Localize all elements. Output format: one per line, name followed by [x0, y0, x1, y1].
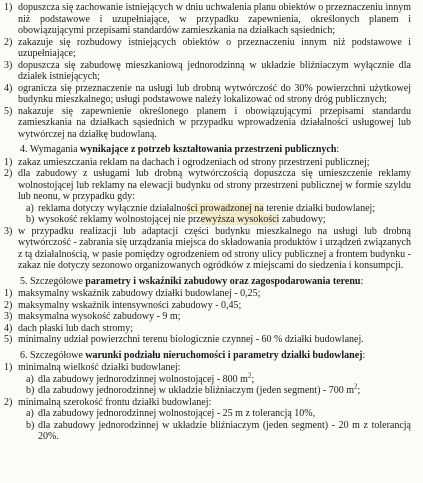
item-number: 4): [4, 82, 13, 94]
section-suffix: :: [336, 144, 340, 155]
sub-letter: b): [26, 385, 35, 396]
section-prefix: 4. Wymagania: [20, 144, 81, 155]
section-4-heading: [4, 144, 411, 156]
item-number: 3): [4, 59, 13, 71]
item-text: minimalną wielkość działki budowlanej:: [18, 362, 181, 373]
list-item: [4, 300, 411, 312]
list-item: [4, 362, 411, 374]
section-suffix: :: [362, 349, 366, 361]
item-text: zakazuje się rozbudowy istniejących obiektów o przeznaczeniu innym niż podstawowe i uzupełniające;: [18, 36, 411, 59]
highlight-mark: ewyższa wysokości: [200, 214, 280, 225]
sub-letter: b): [26, 214, 35, 225]
item-number: 4): [4, 322, 13, 334]
sub-text: dla zabudowy jednorodzinnej w układzie bliźniaczym (jeden segment) - 20 m z tolerancją 20%.: [38, 419, 411, 442]
list-item: [4, 157, 411, 169]
list-item: [4, 288, 411, 300]
item-text: minimalną szerokość frontu działki budowlanej:: [18, 396, 212, 408]
item-number: 2): [4, 299, 13, 311]
item-text: dach płaski lub dach stromy;: [18, 322, 133, 334]
section-6-heading: [4, 350, 411, 362]
item-text: w przypadku realizacji lub adaptacji części budynku mieszkalnego na usługi lub drobną wytwórczość - zabrania się urządzania miejsca do składowania produktów i urządzeń związanych z tą działalnością, w pasie pomiędzy ogrodzeniem od strony ulicy publicznej a frontem budynku - zakaz nie dotyczy sezonowo organizowanych ogródków z miejscami do siedzenia i konsumpcji.: [18, 225, 411, 271]
sub-text: reklama dotyczy wyłącznie działalności prowadzonej na terenie działki budowlanej;: [38, 202, 376, 214]
sub-text: dla zabudowy jednorodzinnej wolnostojącej - 25 m z tolerancją 10%,: [38, 408, 316, 419]
item-text: maksymalna wysokość zabudowy - 9 m;: [18, 311, 181, 322]
sub-item: [4, 382, 411, 397]
list-item: [4, 397, 411, 409]
item-number: 2): [4, 168, 13, 179]
item-number: 1): [4, 288, 13, 299]
section-prefix: 6. Szczegółowe: [20, 349, 86, 361]
list-item: [4, 168, 411, 203]
sub-item: [4, 371, 411, 386]
item-text: maksymalny wskaźnik zabudowy działki budowlanej - 0,25;: [18, 288, 261, 299]
list-item: [4, 83, 411, 106]
sub-text: wysokość reklamy wolnostojącej nie przewyższa wysokości zabudowy;: [38, 214, 326, 225]
sub-letter: a): [26, 408, 34, 419]
sub-letter: b): [26, 419, 35, 431]
list-item: [4, 60, 411, 83]
sub-letter: a): [26, 373, 34, 385]
section-prefix: 5. Szczegółowe: [20, 275, 86, 287]
list-item: [4, 334, 411, 346]
item-number: 2): [4, 396, 13, 408]
item-number: 3): [4, 311, 13, 322]
item-text: ogranicza się przeznaczenie na usługi lub drobną wytwórczość do 30% powierzchni użytkowej budynku mieszkalnego; usługi podstawowe należy lokalizować od strony dróg publicznych;: [18, 82, 411, 105]
item-number: 1): [4, 156, 13, 168]
sub-item: [4, 408, 411, 420]
item-text: dla zabudowy z usługami lub drobną wytwórczością dopuszcza się umieszczenie reklamy wolnostojącej lub reklamy na elewacji budynku od strony przestrzeni publicznej w formie szyldu lub neonu, w przypadku gdy:: [18, 168, 411, 202]
item-number: 1): [4, 362, 13, 373]
item-number: 5): [4, 334, 13, 345]
section-bold-title: warunki podziału nieruchomości i parametry działki budowlanej: [85, 349, 363, 361]
item-number: 1): [4, 2, 13, 13]
sub-text: dla zabudowy jednorodzinnej w układzie bliźniaczym (jeden segment) - 700 $m^2$;: [38, 382, 361, 396]
list-item: [4, 37, 411, 60]
sub-letter: a): [26, 202, 34, 214]
item-number: 2): [4, 36, 13, 48]
list-item: [4, 106, 411, 141]
list-item: [4, 323, 411, 335]
item-text: nakazuje się zapewnienie określonego planem i obowiązującymi przepisami standardu zamieszkania na działkach sąsiednich w przypadku wprowadzenia działalności usługowej lub wytwórczej na działkę budowlaną.: [18, 105, 411, 140]
list-item: [4, 311, 411, 323]
item-text: maksymalny wskaźnik intensywności zabudowy - 0,45;: [18, 299, 242, 311]
section-5-heading: [4, 276, 411, 288]
item-text: dopuszcza się zabudowę mieszkaniową jednorodzinną w układzie bliźniaczym wyłącznie dla działek istniejących;: [18, 59, 411, 82]
sub-item: [4, 203, 411, 215]
item-text: zakaz umieszczania reklam na dachach i ogrodzeniach od strony przestrzeni publicznej;: [18, 156, 370, 168]
sub-text: dla zabudowy jednorodzinnej wolnostojącej - 800 $m^2$;: [38, 371, 255, 385]
item-number: 5): [4, 105, 13, 117]
sub-item: [4, 420, 411, 443]
section-suffix: :: [360, 275, 364, 287]
list-item: [4, 226, 411, 272]
top-list: [4, 2, 411, 140]
highlight-mark: ści prowadzonej na: [186, 202, 264, 214]
list-item: [4, 2, 411, 37]
sub-item: [4, 214, 411, 226]
section-bold-title: parametry i wskaźniki zabudowy oraz zagospodarowania terenu: [85, 275, 361, 287]
item-text: dopuszcza się zachowanie istniejących w dniu uchwalenia planu obiektów o przeznaczeniu innym niż podstawowe i uzupełniające, w przypadku zapewnienia, określonych planem i obowiązującymi przepisami standardów zamieszkania na działkach sąsiednich;: [18, 2, 411, 36]
item-number: 3): [4, 225, 13, 237]
section-bold-title: wynikające z potrzeb kształtowania przestrzeni publicznych: [80, 144, 337, 155]
item-text: minimalny udział powierzchni terenu biologicznie czynnej - 60 % działki budowlanej.: [18, 334, 364, 345]
